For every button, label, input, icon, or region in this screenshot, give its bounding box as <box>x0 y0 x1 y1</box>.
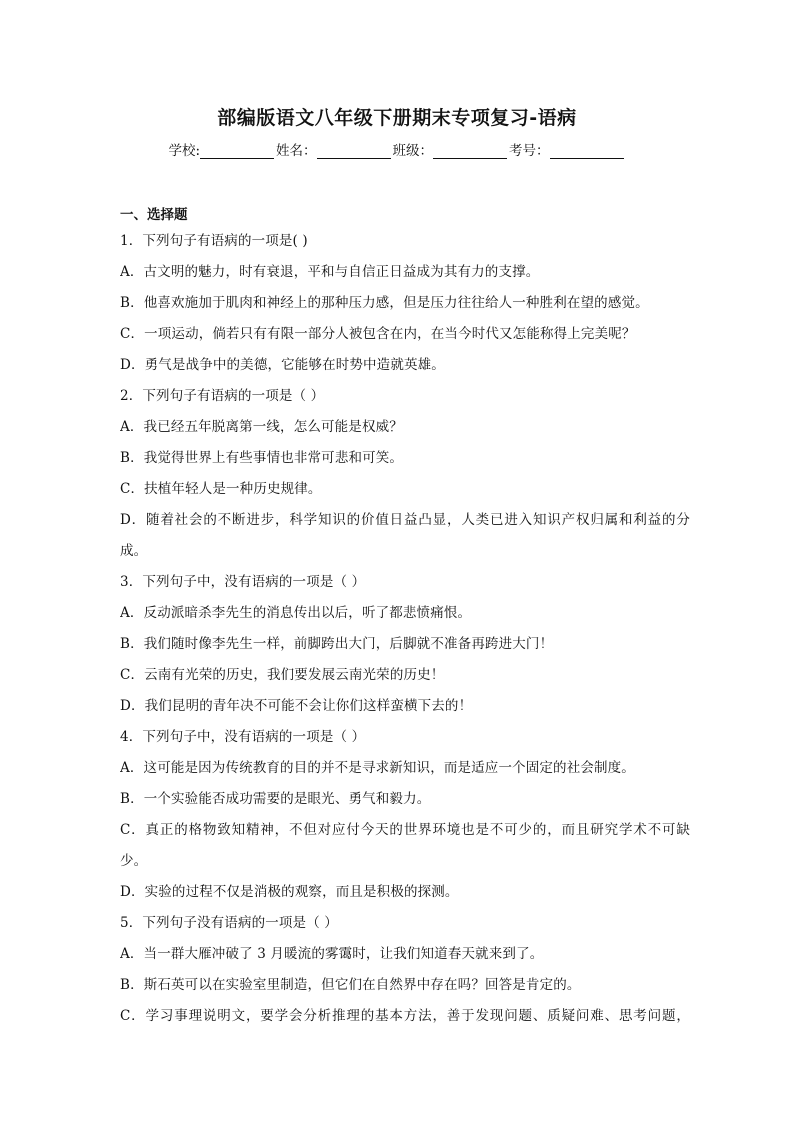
option-line: A．当一群大雁冲破了 3 月暖流的雾霭时，让我们知道春天就来到了。 <box>120 946 544 962</box>
exam-no-label: 考号： <box>509 143 550 159</box>
name-label: 姓名： <box>276 143 317 159</box>
option-line: D．随着社会的不断进步，科学知识的价值日益凸显，人类已进入知识产权归属和利益的分 <box>120 512 690 528</box>
student-info-line <box>0 139 794 159</box>
option-line: C．扶植年轻人是一种历史规律。 <box>120 481 322 497</box>
name-blank[interactable] <box>317 145 391 159</box>
option-line: D．我们昆明的青年决不可能不会让你们这样蛮横下去的！ <box>120 698 473 714</box>
option-line-continuation: 成。 <box>120 543 148 559</box>
question-stem: 2．下列句子有语病的一项是（ ） <box>120 388 325 404</box>
page-title: 部编版语文八年级下册期末专项复习-语病 <box>217 107 577 129</box>
exam-no-blank[interactable] <box>550 145 624 159</box>
option-line: A．我已经五年脱离第一线，怎么可能是权威？ <box>120 419 403 435</box>
question-stem: 1．下列句子有语病的一项是( ) <box>120 233 308 249</box>
option-line: C．学习事理说明文，要学会分析推理的基本方法，善于发现问题、质疑问难、思考问题， <box>120 1008 690 1024</box>
school-label: 学校: <box>168 143 201 159</box>
option-line: D．实验的过程不仅是消极的观察，而且是积极的探测。 <box>120 884 459 900</box>
option-line: B．我们随时像李先生一样，前脚跨出大门，后脚就不准备再跨进大门！ <box>120 636 554 652</box>
option-line: C．真正的格物致知精神，不但对应付今天的世界环境也是不可少的，而且研究学术不可缺 <box>120 822 690 838</box>
class-blank[interactable] <box>433 145 507 159</box>
option-line: C．一项运动，倘若只有有限一部分人被包含在内，在当今时代又怎能称得上完美呢？ <box>120 326 636 342</box>
class-label: 班级： <box>392 143 434 159</box>
option-line: A．这可能是因为传统教育的目的并不是寻求新知识，而是适应一个固定的社会制度。 <box>120 760 635 776</box>
option-line: B．我觉得世界上有些事情也非常可悲和可笑。 <box>120 450 404 466</box>
option-line: C．云南有光荣的历史，我们要发展云南光荣的历史！ <box>120 667 445 683</box>
option-line: B．一个实验能否成功需要的是眼光、勇气和毅力。 <box>120 791 431 807</box>
school-blank[interactable] <box>200 145 274 159</box>
option-line: B．他喜欢施加于肌肉和神经上的那种压力感，但是压力往往给人一种胜利在望的感觉。 <box>120 295 649 311</box>
section-title: 一、选择题 <box>120 207 188 223</box>
question-stem: 4．下列句子中，没有语病的一项是（ ） <box>120 729 366 745</box>
option-line-continuation: 少。 <box>120 853 148 869</box>
option-line: B．斯石英可以在实验室里制造，但它们在自然界中存在吗？回答是肯定的。 <box>120 977 581 993</box>
option-line: D．勇气是战争中的美德，它能够在时势中造就英雄。 <box>120 357 445 373</box>
option-line: A．古文明的魅力，时有衰退，平和与自信正日益成为其有力的支撑。 <box>120 264 540 280</box>
question-stem: 5．下列句子没有语病的一项是（ ） <box>120 915 338 931</box>
option-line: A．反动派暗杀李先生的消息传出以后，听了都悲愤痛恨。 <box>120 605 472 621</box>
question-stem: 3．下列句子中，没有语病的一项是（ ） <box>120 574 366 590</box>
